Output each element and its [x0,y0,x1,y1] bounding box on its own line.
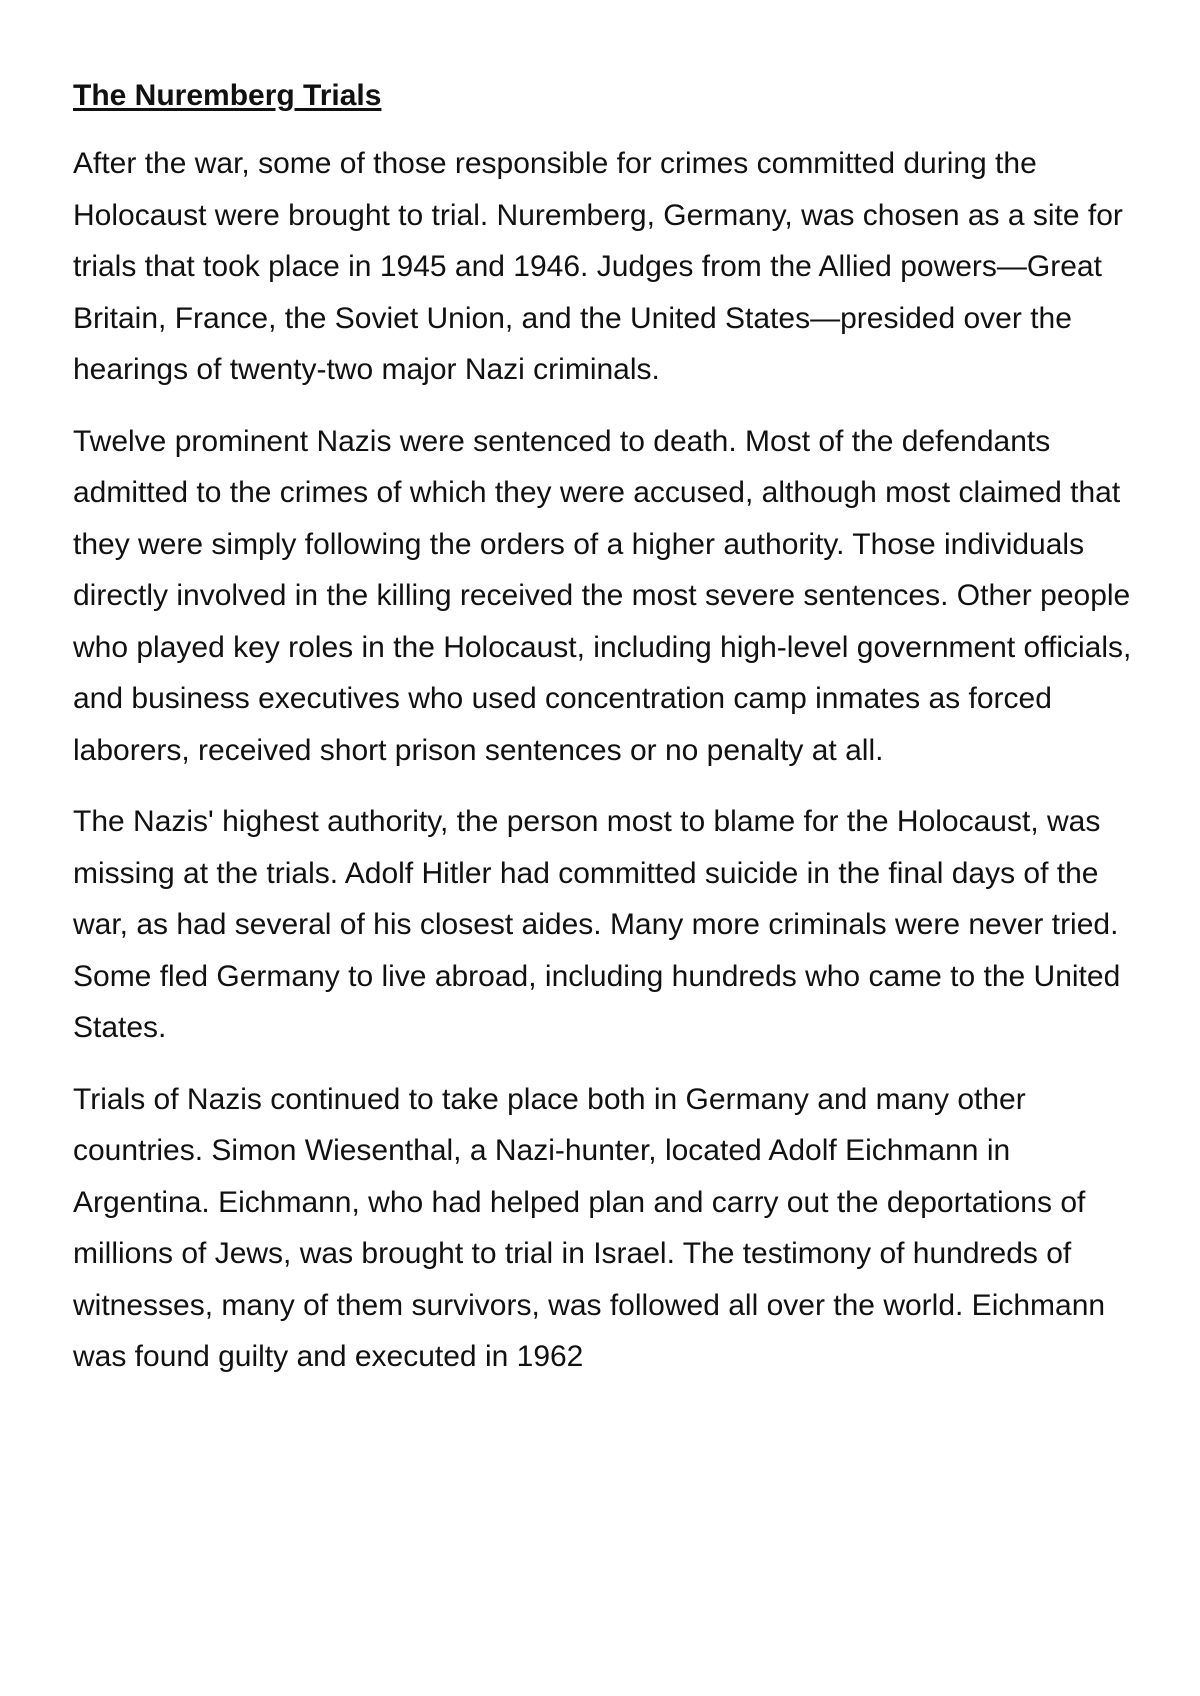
paragraph-3: The Nazis' highest authority, the person most to blame for the Holocaust, was missing at the trials. Adolf Hitler had committed suicide in the final days of the war, as had several of his closest aides. Many more criminals were never tried. Some fled Germany to live abroad, including hundreds who came to the United States. [73,805,1121,1044]
paragraph-1: After the war, some of those responsible for crimes committed during the Holocaust were brought to trial. Nuremberg, Germany, was chosen as a site for trials that took place in 1945 and 1946. Judges from the Allied powers—Great Britain, France, the Soviet Union, and the United States—presided over the hearings of twenty-two major Nazi criminals. [73,147,1123,386]
paragraph-4: Trials of Nazis continued to take place both in Germany and many other countries. Simon Wiesenthal, a Nazi-hunter, located Adolf Eichmann in Argentina. Eichmann, who had helped plan and carry out the deportations of millions of Jews, was brought to trial in Israel. The testimony of hundreds of witnesses, many of them survivors, was followed all over the world. Eichmann was found guilty and executed in 1962 [73,1082,1106,1373]
document-body [73,74,1143,1403]
paragraph-2: Twelve prominent Nazis were sentenced to death. Most of the defendants admitted to the crimes of which they were accused, although most claimed that they were simply following the orders of a higher authority. Those individuals directly involved in the killing received the most severe sentences. Other people who played key roles in the Holocaust, including high-level government officials, and business executives who used concentration camp inmates as forced laborers, received short prison sentences or no penalty at all. [73,424,1132,767]
document-title: The Nuremberg Trials [73,79,382,112]
